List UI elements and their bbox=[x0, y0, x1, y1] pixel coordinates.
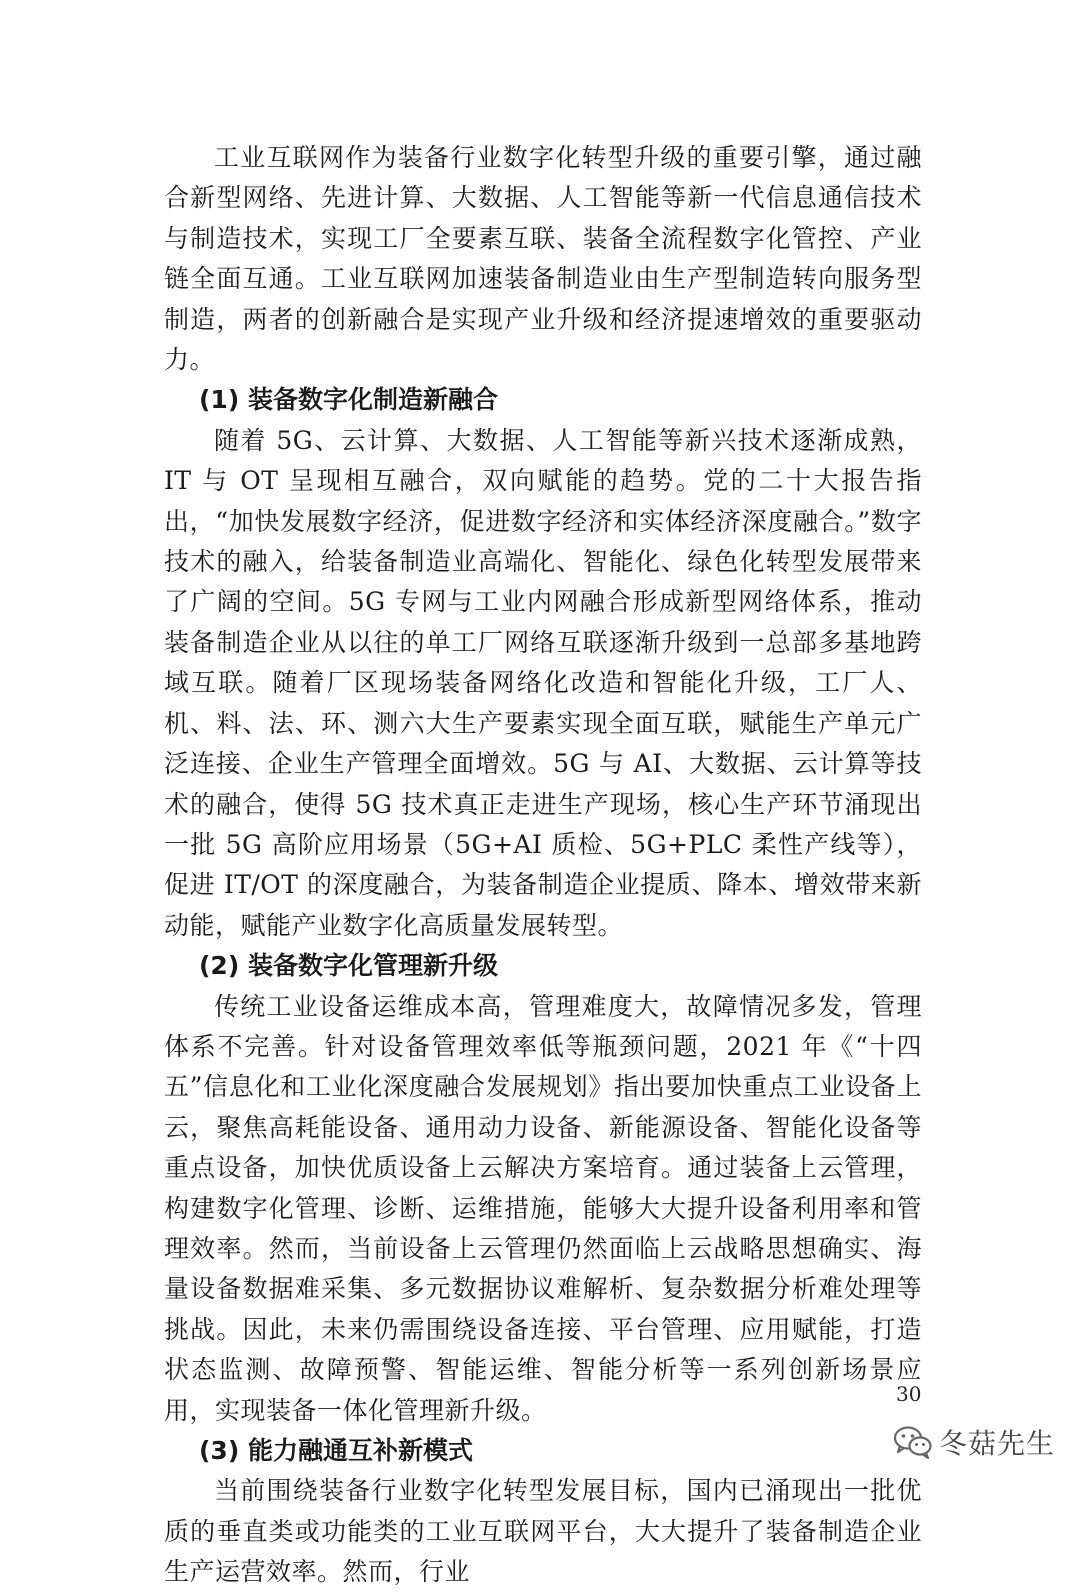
page-number: 30 bbox=[896, 1382, 922, 1406]
wechat-icon bbox=[893, 1425, 933, 1459]
section-heading-1: (1) 装备数字化制造新融合 bbox=[199, 385, 498, 415]
paragraph-section-2: 传统工业设备运维成本高，管理难度大，故障情况多发，管理体系不完善。针对设备管理效率低等瓶颈问题，2021 年《“十四五”信息化和工业化深度融合发展规划》指出要加快重点工业设备上云，聚焦高耗能设备、通用动力设备、新能源设备、智能化设备等重点设备，加快优质设备上云解决方案培育。通过装备上云管理，构建数字化管理、诊断、运维措施，能够大大提升设备利用率和管理效率。然而，当前设备上云管理仍然面临上云战略思想确实、海量设备数据难采集、多元数据协议难解析、复杂数据分析难处理等挑战。因此，未来仍需围绕设备连接、平台管理、应用赋能，打造状态监测、故障预警、智能运维、智能分析等一系列创新场景应用，实现装备一体化管理新升级。 bbox=[164, 991, 922, 1425]
section-heading-2: (2) 装备数字化管理新升级 bbox=[199, 951, 498, 981]
document-body bbox=[164, 138, 922, 1593]
section-heading-3: (3) 能力融通互补新模式 bbox=[199, 1436, 473, 1465]
watermark-text: 冬菇先生 bbox=[939, 1427, 1056, 1460]
watermark bbox=[893, 1422, 1055, 1462]
paragraph-intro: 工业互联网作为装备行业数字化转型升级的重要引擎，通过融合新型网络、先进计算、大数据、人工智能等新一代信息通信技术与制造技术，实现工厂全要素互联、装备全流程数字化管控、产业链全面互通。工业互联网加速装备制造业由生产型制造转向服务型制造，两者的创新融合是实现产业升级和经济提速增效的重要驱动力。 bbox=[164, 143, 922, 375]
paragraph-section-1: 随着 5G、云计算、大数据、人工智能等新兴技术逐渐成熟，IT 与 OT 呈现相互融合，双向赋能的趋势。党的二十大报告指出，“加快发展数字经济，促进数字经济和实体经济深度融合。”数字技术的融入，给装备制造业高端化、智能化、绿色化转型发展带来了广阔的空间。5G 专网与工业内网融合形成新型网络体系，推动装备制造企业从以往的单工厂网络互联逐渐升级到一总部多基地跨域互联。随着厂区现场装备网络化改造和智能化升级，工厂人、机、料、法、环、测六大生产要素实现全面互联，赋能生产单元广泛连接、企业生产管理全面增效。5G 与 AI、大数据、云计算等技术的融合，使得 5G 技术真正走进生产现场，核心生产环节涌现出一批 5G 高阶应用场景（5G+AI 质检、5G+PLC 柔性产线等），促进 IT/OT 的深度融合，为装备制造企业提质、降本、增效带来新动能，赋能产业数字化高质量发展转型。 bbox=[164, 425, 922, 940]
paragraph-section-3: 当前围绕装备行业数字化转型发展目标，国内已涌现出一批优质的垂直类或功能类的工业互联网平台，大大提升了装备制造企业生产运营效率。然而，行业 bbox=[164, 1476, 922, 1587]
